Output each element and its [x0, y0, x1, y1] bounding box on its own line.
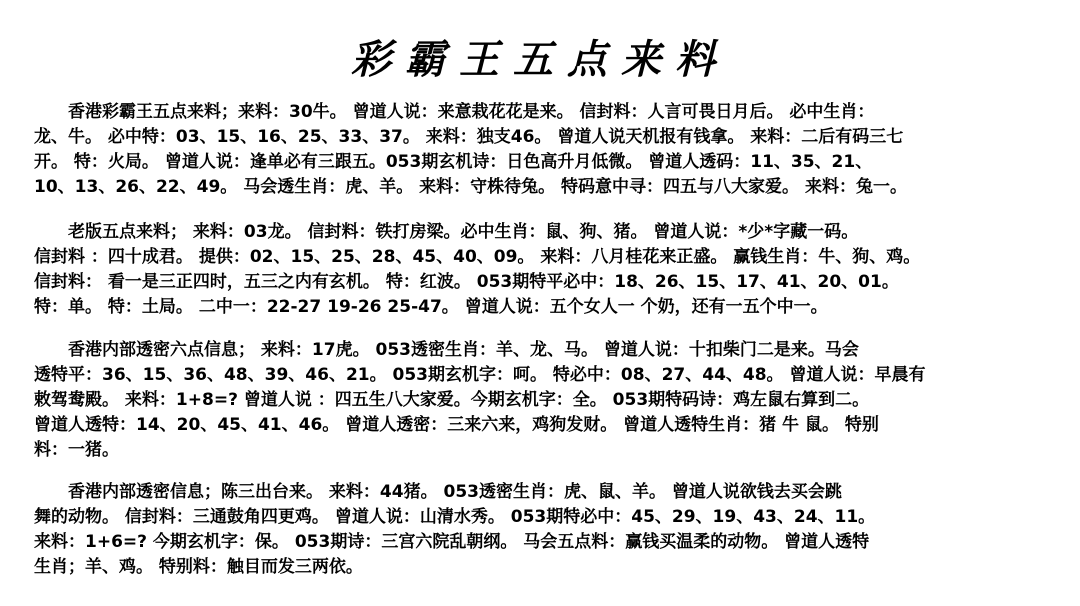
- section-old-version-material: 老版五点来料； 来料：03龙。 信封料：铁打房梁。必中生肖：鼠、狗、猪。 曾道人说：*少*字藏一码。 信封料 ：四十成君。 提供：02、15、25、28、45、40、09。 来料：八月桂花来正盛。 赢钱生肖：牛、狗、鸡。 信封料： 看一是三正四时，五三之内有玄机。 特：红波。 053期特平必中：18、26、15、17、41、20、01。 特：单。 特：土局。 二中一：22-27 19-26 25-47。 曾道人说：五个女人一 个奶，还有一五个中一。: [34, 222, 921, 317]
- section-five-point-material: 香港彩霸王五点来料；来料：30牛。 曾道人说：来意栽花花是来。 信封料：人言可畏日月后。 必中生肖： 龙、牛。 必中特：03、15、16、25、33、37。 来料：独支46。 曾道人说天机报有钱拿。 来料：二后有码三七 开。 特：火局。 曾道人说：逢单必有三跟五。053期玄机诗：日色高升月低微。 曾道人透码：11、35、21、 10、13、26、22、49。 马会透生肖：虎、羊。 来料：守株待兔。 特码意中寻：四五与八大家爱。 来料：兔一。: [34, 102, 907, 197]
- section-internal-secret-info: 香港内部透密信息；陈三出台来。 来料：44猪。 053透密生肖：虎、鼠、羊。 曾道人说欲钱去买会跳 舞的动物。 信封料：三通鼓角四更鸡。 曾道人说：山清水秀。 053期特必中：45、29、19、43、24、11。 来料：1+6=? 今期玄机字：保。 053期诗：三宫六院乱朝纲。 马会五点料：赢钱买温柔的动物。 曾道人透特 生肖；羊、鸡。 特别料：触目而发三两依。: [34, 482, 876, 577]
- page-title: 彩霸王五点来料: [351, 36, 729, 83]
- section-internal-six-point-info: 香港内部透密六点信息； 来料：17虎。 053透密生肖：羊、龙、马。 曾道人说：十扣柴门二是来。马会 透特平：36、15、36、48、39、46、21。 053期玄机字：呵。 特必中：08、27、44、48。 曾道人说：早晨有 敕驾鸯殿。 来料：1+8=? 曾道人说 ：四五生八大家爱。今期玄机字：全。 053期特码诗：鸡左鼠右算到二。 曾道人透特：14、20、45、41、46。 曾道人透密：三来六来，鸡狗发财。 曾道人透特生肖：猪 牛 鼠。 特别 料：一猪。: [34, 340, 926, 460]
